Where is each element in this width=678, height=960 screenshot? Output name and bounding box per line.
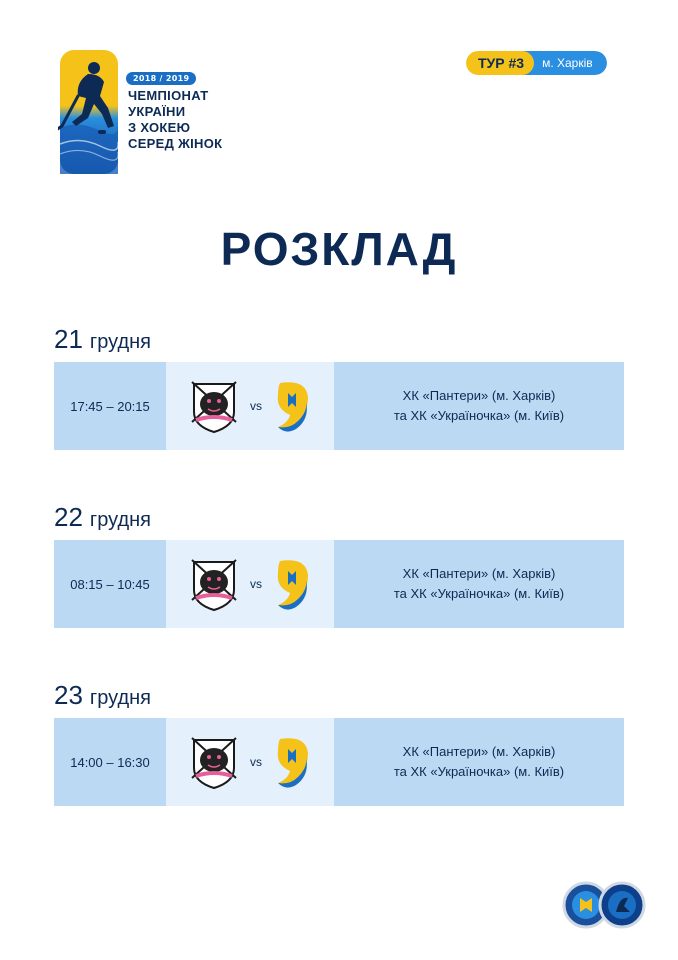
day-number: 23 — [54, 680, 83, 710]
day-month: грудня — [89, 687, 151, 709]
ukrainochka-logo-icon — [272, 557, 312, 611]
day-label — [54, 502, 624, 536]
title-line: УКРАЇНИ — [128, 104, 186, 119]
panthers-logo-icon — [188, 556, 240, 612]
tour-pill — [466, 51, 607, 75]
match-description — [334, 718, 624, 806]
match-teams — [166, 718, 334, 806]
footer-logos — [562, 880, 646, 930]
match-desc-line: ХК «Пантери» (м. Харків) — [402, 744, 556, 759]
match-desc-line: та ХК «Україночка» (м. Київ) — [393, 408, 565, 423]
page-title: РОЗКЛАД — [220, 223, 458, 275]
season-badge: 2018 / 2019 — [126, 72, 196, 85]
match-description — [334, 362, 624, 450]
match-time: 14:00 – 16:30 — [54, 718, 166, 806]
federation-seals-icon — [562, 880, 646, 930]
ukrainochka-logo-icon — [272, 379, 312, 433]
match-teams — [166, 540, 334, 628]
match-time: 17:45 – 20:15 — [54, 362, 166, 450]
match-desc-line: ХК «Пантери» (м. Харків) — [402, 566, 556, 581]
match-row — [54, 540, 624, 628]
vs-label: vs — [250, 755, 262, 769]
day-number: 22 — [54, 502, 83, 532]
day-label — [54, 324, 624, 358]
tour-city: м. Харків — [522, 51, 607, 75]
panthers-logo-icon — [188, 734, 240, 790]
match-desc-line: ХК «Пантери» (м. Харків) — [402, 388, 556, 403]
vs-label: vs — [250, 399, 262, 413]
day-number: 21 — [54, 324, 83, 354]
hockey-player-emblem-icon — [58, 48, 120, 176]
schedule-day — [54, 502, 624, 628]
day-month: грудня — [89, 509, 151, 531]
day-label — [54, 680, 624, 714]
title-line: СЕРЕД ЖІНОК — [128, 136, 223, 151]
match-description — [334, 540, 624, 628]
championship-title — [128, 88, 222, 152]
tour-label: ТУР #3 — [466, 51, 534, 75]
title-line: ЧЕМПІОНАТ — [128, 88, 209, 103]
ukrainochka-logo-icon — [272, 735, 312, 789]
match-desc-line: та ХК «Україночка» (м. Київ) — [393, 764, 565, 779]
match-row — [54, 718, 624, 806]
panthers-logo-icon — [188, 378, 240, 434]
match-teams — [166, 362, 334, 450]
day-month: грудня — [89, 331, 151, 353]
vs-label: vs — [250, 577, 262, 591]
schedule-day — [54, 324, 624, 450]
match-row — [54, 362, 624, 450]
match-time: 08:15 – 10:45 — [54, 540, 166, 628]
schedule-day — [54, 680, 624, 806]
match-desc-line: та ХК «Україночка» (м. Київ) — [393, 586, 565, 601]
title-line: З ХОКЕЮ — [128, 120, 191, 135]
